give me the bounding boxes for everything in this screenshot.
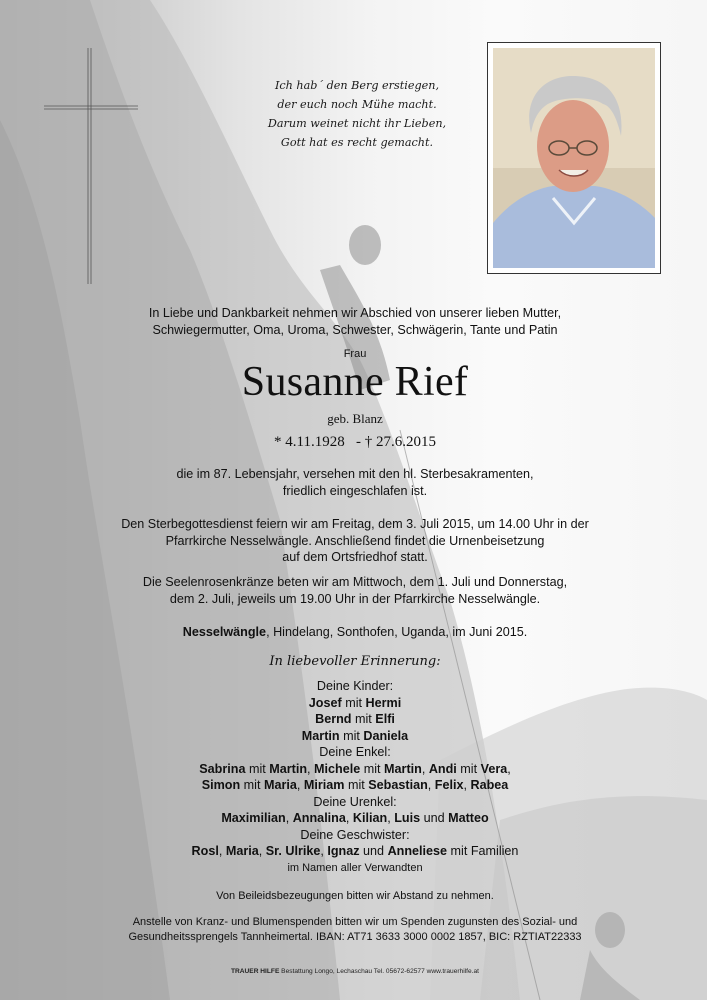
connector-text: , xyxy=(307,761,315,776)
maiden-name: geb. Blanz xyxy=(327,411,383,426)
great-grandchildren-row xyxy=(70,810,640,827)
rosary-line: Die Seelenrosenkränze beten wir am Mittwoch, dem 1. Juli und Donnerstag, xyxy=(142,575,568,589)
person-name: Martin xyxy=(384,761,422,776)
connector-text: , xyxy=(427,778,435,792)
latin-cross-icon xyxy=(44,48,138,284)
person-name: Maria xyxy=(263,778,297,792)
person-name: Anneliese xyxy=(387,844,448,858)
poem-line: Gott hat es recht gemacht. xyxy=(280,136,434,149)
person-name: Miriam xyxy=(303,778,345,792)
person-name: Maria xyxy=(225,844,259,858)
intro-text xyxy=(70,305,640,338)
poem-line: Darum weinet nicht ihr Lieben, xyxy=(267,117,447,130)
funeral-service-text xyxy=(70,516,640,566)
grandchildren-row xyxy=(70,761,640,778)
footer-brand: TRAUER HILFE xyxy=(230,968,280,975)
person-name: Annalina xyxy=(292,811,346,825)
connector-text: mit xyxy=(360,761,385,776)
rosary-text xyxy=(70,574,640,607)
grandchildren-row xyxy=(70,777,640,794)
person-name: Felix xyxy=(434,778,464,792)
places-line xyxy=(70,624,640,641)
person-name: Maximilian xyxy=(221,811,286,825)
person-name: Kilian xyxy=(352,811,388,825)
death-notice xyxy=(70,466,640,499)
connector-text: , xyxy=(296,778,304,792)
poem xyxy=(246,76,468,152)
footer-details: Bestattung Longo, Lechaschau Tel. 05672-62577 www.trauerhilfe.at xyxy=(279,968,480,975)
poem-line: Ich hab´ den Berg erstiegen, xyxy=(274,79,440,92)
service-line: Den Sterbegottesdienst feiern wir am Freitag, dem 3. Juli 2015, um 14.00 Uhr in der xyxy=(121,517,589,531)
connector-text: mit xyxy=(456,761,481,776)
children-label: Deine Kinder: xyxy=(316,679,394,693)
intro-line: Schwiegermutter, Oma, Uroma, Schwester, Schwägerin, Tante und Patin xyxy=(152,322,558,337)
poem-line: der euch noch Mühe macht. xyxy=(277,98,437,111)
death-date: - † 27.6.2015 xyxy=(355,434,436,450)
connector-text: , xyxy=(285,811,293,825)
title-frau: Frau xyxy=(343,348,367,360)
person-name: Michele xyxy=(314,761,361,776)
condolence-note: Von Beileidsbezeugungen bitten wir Abstand zu nehmen. xyxy=(216,890,494,902)
person-name: Sr. Ulrike xyxy=(265,844,321,858)
connector-text: , xyxy=(320,844,328,858)
service-line: auf dem Ortsfriedhof statt. xyxy=(282,550,428,564)
great-grandchildren-label: Deine Urenkel: xyxy=(313,794,397,809)
connector-text: mit xyxy=(344,778,369,792)
person-name: Luis xyxy=(394,811,421,825)
person-name: Martin xyxy=(269,761,308,776)
person-name: Rabea xyxy=(470,778,509,792)
intro-line: In Liebe und Dankbarkeit nehmen wir Abschied von unserer lieben Mutter, xyxy=(148,306,562,320)
connector-text: , xyxy=(345,811,353,825)
memory-heading: In liebevoller Erinnerung: xyxy=(269,654,441,669)
birth-date: * 4.11.1928 xyxy=(274,434,345,450)
connector-text: , xyxy=(463,778,471,792)
person-name: Vera xyxy=(480,761,508,776)
connector-text: , xyxy=(218,844,226,858)
person-name: Matteo xyxy=(448,811,489,825)
family-list xyxy=(70,678,640,876)
child-row: Josef mit Hermi xyxy=(308,695,402,710)
funeral-home-footer xyxy=(70,968,640,975)
death-notice-line: die im 87. Lebensjahr, versehen mit den hl. Sterbesakramenten, xyxy=(176,467,534,481)
service-line: Pfarrkirche Nesselwängle. Anschließend findet die Urnenbeisetzung xyxy=(165,533,545,548)
rosary-line: dem 2. Juli, jeweils um 19.00 Uhr in der Pfarrkirche Nesselwängle. xyxy=(169,591,541,606)
connector-text: , xyxy=(507,761,511,776)
child-row: Martin mit Daniela xyxy=(301,728,409,743)
donation-line: Gesundheitssprengels Tannheimertal. IBAN: AT71 3633 3000 0002 1857, BIC: RZTIAT22333 xyxy=(128,931,582,943)
person-name: Sebastian xyxy=(368,778,428,792)
connector-text: mit xyxy=(240,778,264,792)
connector-text: mit Familien xyxy=(447,844,519,858)
relatives-line: im Namen aller Verwandten xyxy=(287,861,423,874)
person-name: Rosl xyxy=(191,844,219,858)
deceased-name: Susanne Rief xyxy=(241,359,469,405)
siblings-label: Deine Geschwister: xyxy=(300,827,410,842)
person-name: Simon xyxy=(201,778,241,792)
connector-text: und xyxy=(359,844,388,858)
portrait-photo-frame xyxy=(487,42,661,274)
connector-text: mit xyxy=(245,761,270,776)
donation-text xyxy=(70,915,640,945)
grandchildren-label: Deine Enkel: xyxy=(319,745,391,759)
siblings-row xyxy=(70,843,640,860)
places-rest: , Hindelang, Sonthofen, Uganda, im Juni 2015. xyxy=(266,625,528,639)
donation-line: Anstelle von Kranz- und Blumenspenden bitten wir um Spenden zugunsten des Sozial- und xyxy=(132,916,578,928)
connector-text: , xyxy=(421,761,429,776)
death-notice-line: friedlich eingeschlafen ist. xyxy=(282,483,428,498)
connector-text: und xyxy=(420,811,449,825)
person-name: Sabrina xyxy=(199,761,246,776)
places-town: Nesselwängle xyxy=(182,625,267,639)
person-name: Andi xyxy=(428,761,457,776)
child-row: Bernd mit Elfi xyxy=(315,712,395,726)
connector-text: , xyxy=(258,844,266,858)
person-name: Ignaz xyxy=(327,844,360,858)
connector-text: , xyxy=(387,811,395,825)
life-dates xyxy=(70,433,640,451)
portrait-photo xyxy=(493,48,655,268)
